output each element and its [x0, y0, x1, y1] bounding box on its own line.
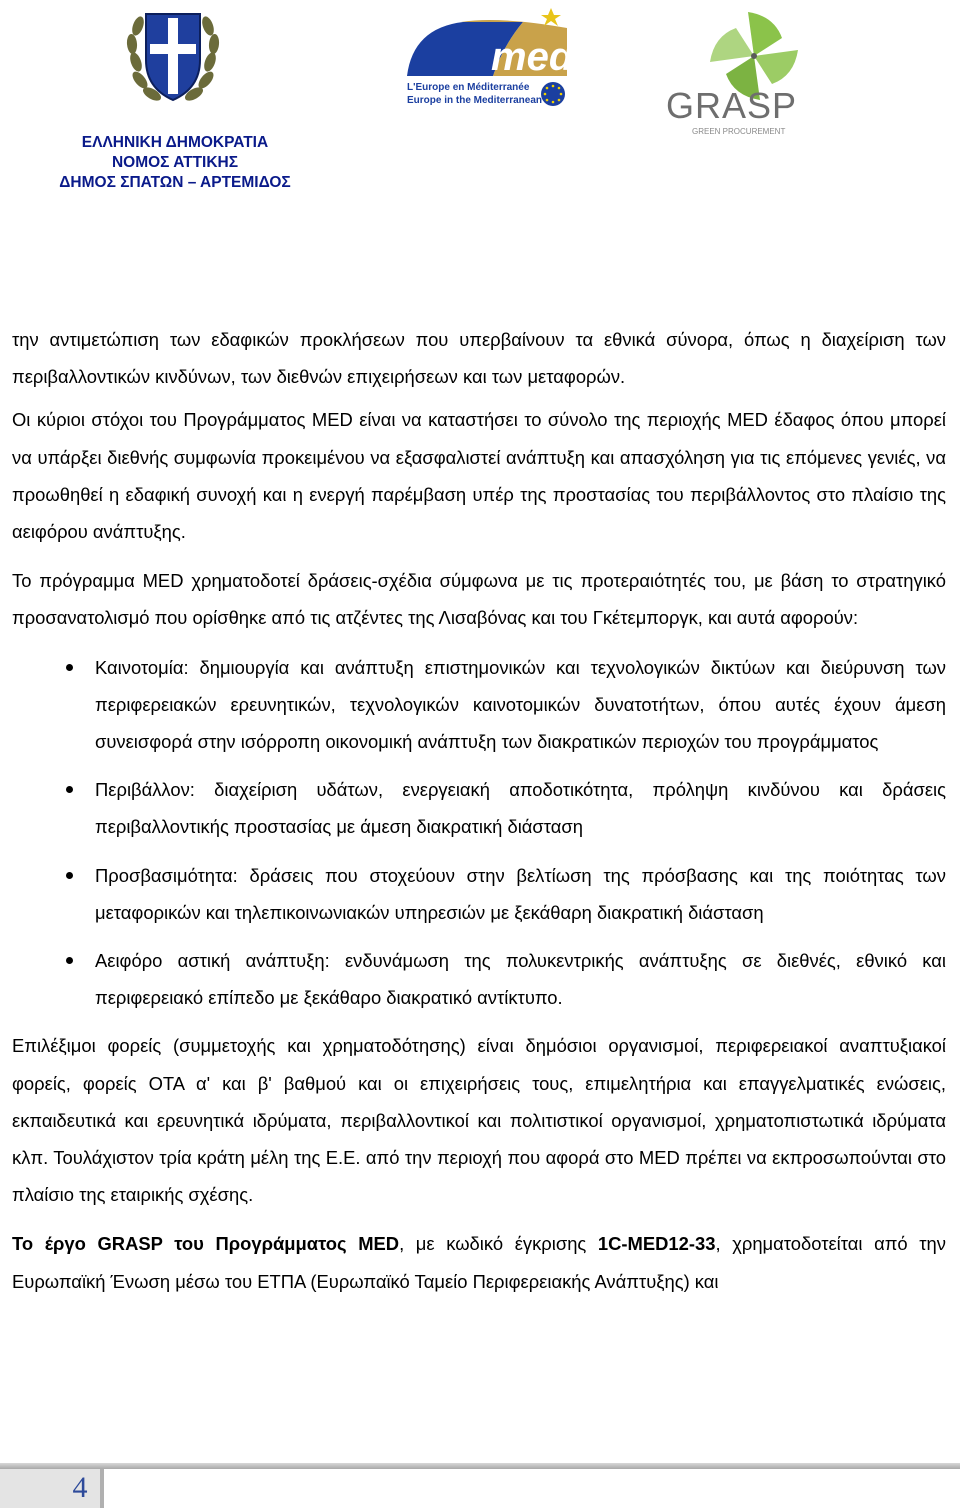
med-programme-logo — [403, 6, 571, 110]
paragraph-med-funding: Το πρόγραμμα MED χρηματοδοτεί δράσεις-σχέδια σύμφωνα με τις προτεραιότητές του, με βάση το στρατηγικό προσανατολισμό που ορίσθηκε από τις ατζέντες της Λισαβόνας και του Γκέτεμποργκ, και αυτά αφορούν: — [12, 570, 946, 629]
med-logo-word: med — [491, 35, 571, 79]
municipality-header — [40, 133, 310, 193]
paragraph-grasp-project — [12, 1225, 946, 1299]
header-line-republic: ΕΛΛΗΝΙΚΗ ΔΗΜΟΚΡΑΤΙΑ — [81, 134, 269, 151]
grasp-text-part2: , χρηματοδοτείται από την Ευρωπαϊκή Ένωση μέσω του ΕΤΠΑ (Ευρωπαϊκό Ταμείο Περιφερειακής Ανάπτυξης) και — [12, 1233, 946, 1292]
greek-coat-of-arms-icon — [118, 2, 228, 112]
paragraph-med-objectives: Οι κύριοι στόχοι του Προγράμματος MED είναι να καταστήσει το σύνολο της περιοχής MED έδαφος όπου μπορεί να υπάρξει διεθνής συμφωνία προκειμένου να εξασφαλιστεί ανάπτυξη και απασχόληση για τις επόμενες γενιές, να προωθηθεί η εδαφική συνοχή και η ενεργή παρέμβαση υπέρ της προστασίας του περιβάλλοντος στο πλαίσιο της αειφόρου ανάπτυξης. — [12, 409, 946, 543]
list-item-text: Προσβασιμότητα: δράσεις που στοχεύουν στην βελτίωση της πρόσβασης και της ποιότητας των μεταφορικών και τηλεπικοινωνιακών υπηρεσιών με ξεκάθαρη διακρατική διάσταση — [95, 864, 946, 923]
priority-list — [12, 649, 946, 1017]
bullet-icon — [66, 664, 73, 671]
list-item-text: Καινοτομία: δημιουργία και ανάπτυξη επιστημονικών και τεχνολογικών δικτύων και διεύρυνση των περιφερειακών ερευνητικών, τεχνολογικών καινοτομικών δυνατοτήτων, όπου αυτές έχουν άμεση συνεισφορά στην ισόρροπη οικονομική ανάπτυξη των διακρατικών περιοχών του προγράμματος — [95, 656, 946, 753]
grasp-pinwheel-logo — [662, 6, 842, 138]
list-item-text: Αειφόρο αστική ανάπτυξη: ενδυνάμωση της πολυκεντρικής ανάπτυξης σε διεθνές, εθνικό και περιφερειακό επίπεδο με ξεκάθαρο διακρατικό αντίκτυπο. — [95, 950, 946, 1009]
paragraph-cross-border: την αντιμετώπιση των εδαφικών προκλήσεων που υπερβαίνουν τα εθνικά σύνορα, όπως η διαχείριση των περιβαλλοντικών κινδύνων, των διεθνών επιχειρήσεων και των μεταφορών. — [12, 329, 946, 388]
med-logo-line1: L'Europe en Méditerranée — [407, 82, 530, 93]
grasp-logo-word: GRASP — [666, 85, 798, 126]
bullet-icon — [66, 957, 73, 964]
list-item — [12, 649, 946, 761]
list-item-text: Περιβάλλον: διαχείριση υδάτων, ενεργειακή αποδοτικότητα, πρόληψη κινδύνου και δράσεις περιβαλλοντικής προστασίας με άμεση διακρατική διάσταση — [95, 779, 946, 838]
grasp-project-title: Το έργο GRASP του Προγράμματος MED — [12, 1233, 400, 1255]
list-item — [12, 771, 946, 845]
approval-code: 1C-MED12-33 — [597, 1233, 716, 1255]
list-item — [12, 942, 946, 1016]
bullet-icon — [66, 786, 73, 793]
header-line-prefecture: ΝΟΜΟΣ ΑΤΤΙΚΗΣ — [111, 154, 239, 171]
document-body — [12, 321, 946, 1312]
grasp-logo-tagline: GREEN PROCUREMENT — [692, 127, 786, 136]
list-item — [12, 857, 946, 931]
grasp-text-part1: , με κωδικό έγκρισης — [399, 1233, 598, 1255]
bullet-icon — [66, 872, 73, 879]
med-logo-line2: Europe in the Mediterranean — [407, 95, 543, 106]
page-number: 4 — [72, 1471, 88, 1504]
paragraph-eligible-bodies: Επιλέξιμοι φορείς (συμμετοχής και χρηματοδότησης) είναι δημόσιοι οργανισμοί, περιφερειακοί αναπτυξιακοί φορείς, φορείς ΟΤΑ α' και β' βαθμού και οι επιχειρήσεις τους, επιμελητήρια και επαγγελματικές ενώσεις, εκπαιδευτικά και ερευνητικά ιδρύματα, περιβαλλοντικοί και πολιτιστικοί οργανισμοί, χρηματοπιστωτικά ιδρύματα κλπ. Τουλάχιστον τρία κράτη μέλη της Ε.Ε. από την περιοχή που αφορά στο MED πρέπει να εκπροσωπούνται στο πλαίσιο της εταιρικής σχέσης. — [12, 1035, 946, 1206]
header-line-municipality: ΔΗΜΟΣ ΣΠΑΤΩΝ – ΑΡΤΕΜΙΔΟΣ — [59, 174, 291, 191]
